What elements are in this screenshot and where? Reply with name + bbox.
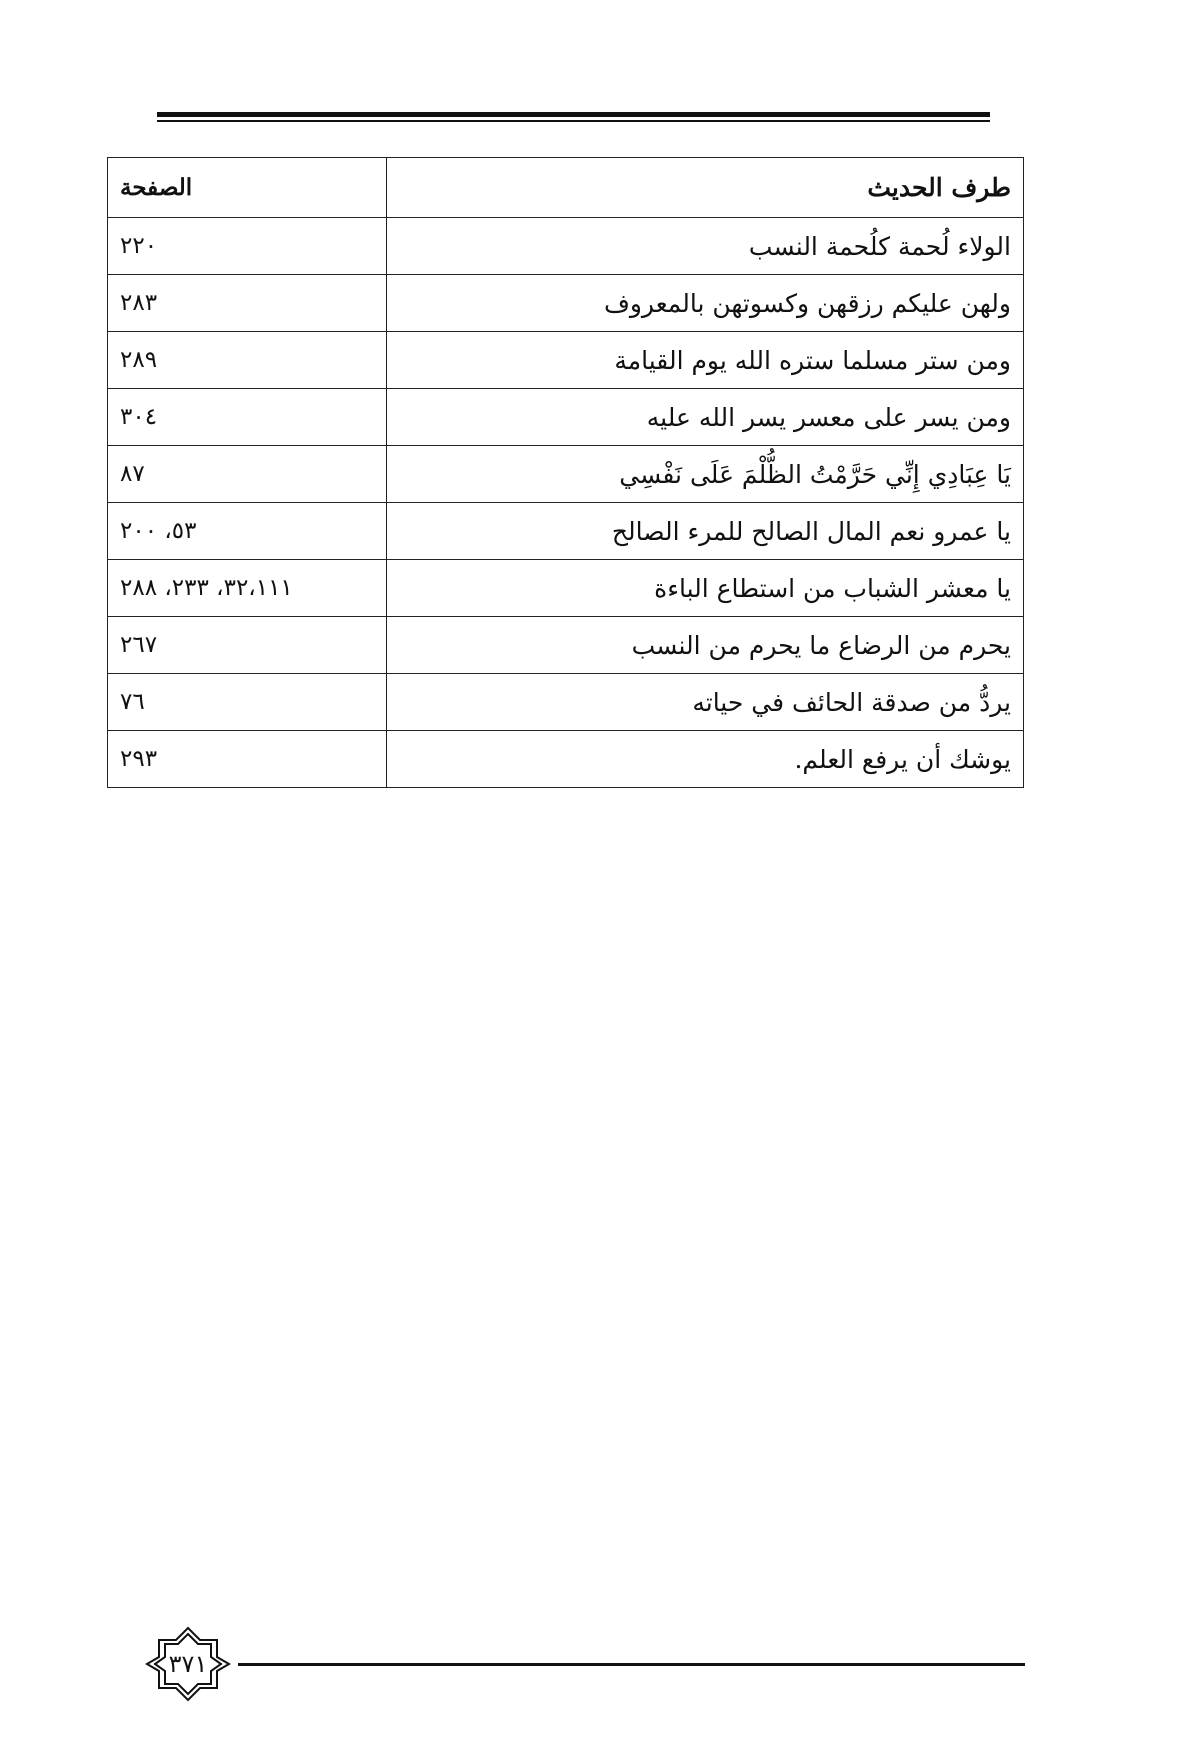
hadith-cell: يَا عِبَادِي إِنِّي حَرَّمْتُ الظُّلْمَ عَلَى نَفْسِي bbox=[386, 446, 1023, 503]
hadith-cell: يوشك أن يرفع العلم. bbox=[386, 731, 1023, 788]
page-footer bbox=[145, 1624, 1025, 1704]
table-header-row bbox=[108, 158, 1024, 218]
hadith-cell: ولهن عليكم رزقهن وكسوتهن بالمعروف bbox=[386, 275, 1023, 332]
header-rule-thin bbox=[157, 120, 990, 122]
table-row bbox=[108, 503, 1024, 560]
table-row bbox=[108, 332, 1024, 389]
table-row bbox=[108, 731, 1024, 788]
page-number: ٣٧١ bbox=[168, 1650, 208, 1678]
hadith-cell: ومن ستر مسلما ستره الله يوم القيامة bbox=[386, 332, 1023, 389]
table-row bbox=[108, 617, 1024, 674]
page-cell: ٨٧ bbox=[108, 446, 387, 503]
footer-rule bbox=[238, 1663, 1025, 1666]
page-cell: ٢٨٩ bbox=[108, 332, 387, 389]
hadith-cell: الولاء لُحمة كلُحمة النسب bbox=[386, 218, 1023, 275]
table-row bbox=[108, 275, 1024, 332]
table-row bbox=[108, 446, 1024, 503]
hadith-cell: يردُّ من صدقة الحائف في حياته bbox=[386, 674, 1023, 731]
header-rule-thick bbox=[157, 112, 990, 117]
page-cell: ٣٢،١١١، ٢٣٣، ٢٨٨ bbox=[108, 560, 387, 617]
hadith-cell: يا معشر الشباب من استطاع الباءة bbox=[386, 560, 1023, 617]
hadith-cell: يحرم من الرضاع ما يحرم من النسب bbox=[386, 617, 1023, 674]
page-cell: ٧٦ bbox=[108, 674, 387, 731]
hadith-cell: يا عمرو نعم المال الصالح للمرء الصالح bbox=[386, 503, 1023, 560]
hadith-cell: ومن يسر على معسر يسر الله عليه bbox=[386, 389, 1023, 446]
table-row bbox=[108, 560, 1024, 617]
table-row bbox=[108, 674, 1024, 731]
header-page: الصفحة bbox=[108, 158, 387, 218]
table-row bbox=[108, 218, 1024, 275]
table-row bbox=[108, 389, 1024, 446]
page-cell: ٥٣، ٢٠٠ bbox=[108, 503, 387, 560]
page-cell: ٣٠٤ bbox=[108, 389, 387, 446]
header-hadith: طرف الحديث bbox=[386, 158, 1023, 218]
header-double-rule bbox=[157, 112, 990, 122]
hadith-index-table bbox=[107, 157, 1024, 788]
page-cell: ٢٢٠ bbox=[108, 218, 387, 275]
page-cell: ٢٦٧ bbox=[108, 617, 387, 674]
page-cell: ٢٩٣ bbox=[108, 731, 387, 788]
page-cell: ٢٨٣ bbox=[108, 275, 387, 332]
page-number-badge bbox=[145, 1624, 231, 1704]
